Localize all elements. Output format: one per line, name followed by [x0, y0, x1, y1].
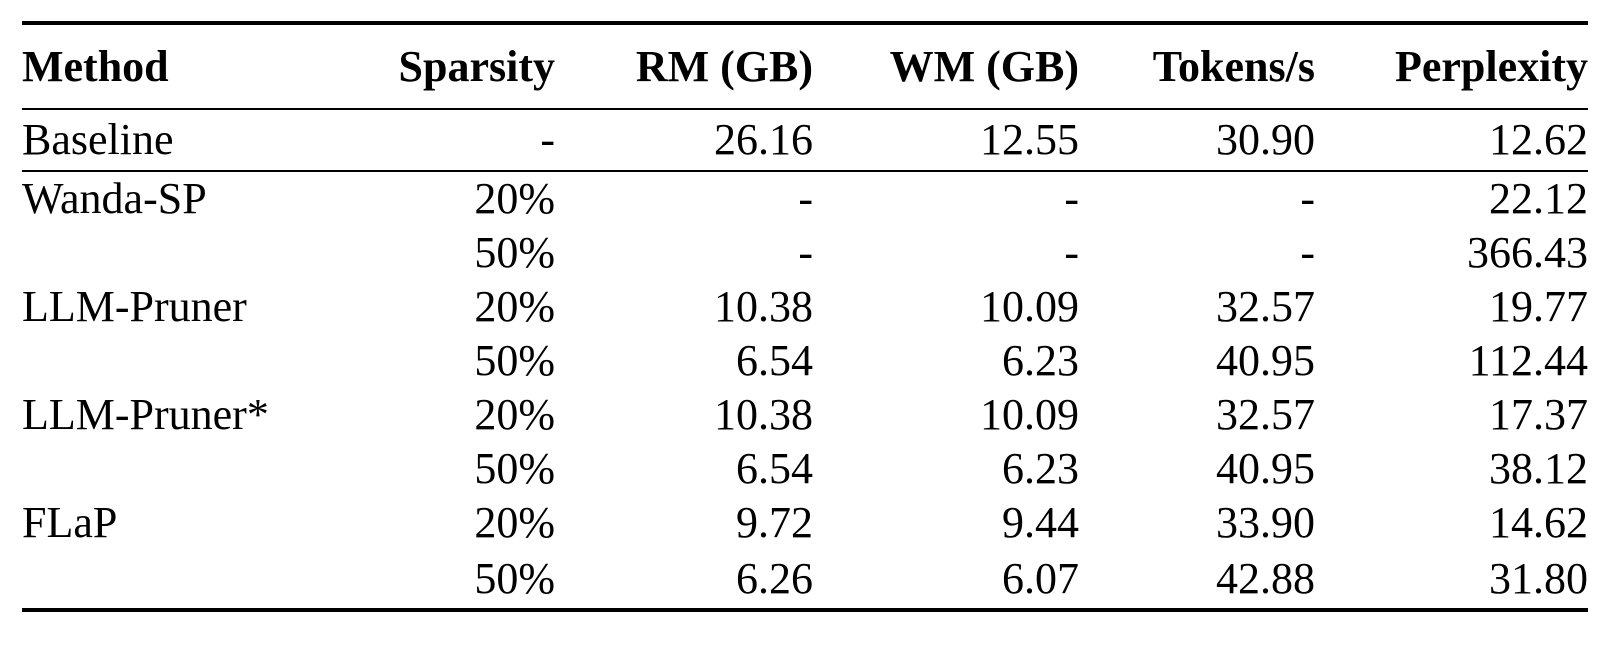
table-row [22, 334, 1588, 388]
cell-perplexity: 31.80 [1489, 554, 1588, 603]
table-row [22, 496, 1588, 550]
cell-sparsity: - [540, 115, 555, 164]
cell-sparsity: 50% [474, 228, 555, 277]
cell-method [22, 334, 344, 388]
cell-method: LLM-Pruner [22, 282, 247, 331]
cell-wm: 10.09 [980, 282, 1079, 331]
cell-wm: 10.09 [980, 390, 1079, 439]
cell-tokens: 42.88 [1216, 554, 1315, 603]
cell-rm: 6.26 [736, 554, 813, 603]
header-rm: RM (GB) [635, 42, 813, 91]
cell-method [22, 442, 344, 496]
header-method: Method [22, 42, 169, 91]
header-wm: WM (GB) [889, 42, 1079, 91]
cell-method: Wanda-SP [22, 174, 207, 223]
table-header-row [22, 23, 1588, 109]
cell-wm: 6.23 [1002, 336, 1079, 385]
cell-perplexity: 22.12 [1489, 174, 1588, 223]
cell-sparsity: 50% [474, 554, 555, 603]
cell-sparsity: 50% [474, 444, 555, 493]
cell-wm: - [1064, 228, 1079, 277]
cell-tokens: 40.95 [1216, 336, 1315, 385]
cell-perplexity: 14.62 [1489, 498, 1588, 547]
cell-rm: - [798, 174, 813, 223]
cell-perplexity: 12.62 [1489, 115, 1588, 164]
cell-wm: 6.23 [1002, 444, 1079, 493]
cell-tokens: 32.57 [1216, 390, 1315, 439]
cell-rm: 10.38 [714, 390, 813, 439]
cell-perplexity: 19.77 [1489, 282, 1588, 331]
header-tokens: Tokens/s [1152, 42, 1315, 91]
table-row [22, 280, 1588, 334]
table-row [22, 442, 1588, 496]
cell-rm: 9.72 [736, 498, 813, 547]
results-table [22, 21, 1588, 612]
cell-method: Baseline [22, 115, 174, 164]
cell-sparsity: 20% [474, 390, 555, 439]
cell-sparsity: 20% [474, 498, 555, 547]
cell-rm: 26.16 [714, 115, 813, 164]
cell-perplexity: 17.37 [1489, 390, 1588, 439]
cell-tokens: 30.90 [1216, 115, 1315, 164]
cell-method: FLaP [22, 498, 118, 547]
cell-perplexity: 38.12 [1489, 444, 1588, 493]
cell-sparsity: 20% [474, 174, 555, 223]
cell-tokens: 33.90 [1216, 498, 1315, 547]
header-perplexity: Perplexity [1394, 42, 1588, 91]
cell-tokens: - [1300, 174, 1315, 223]
cell-tokens: 32.57 [1216, 282, 1315, 331]
cell-rm: 10.38 [714, 282, 813, 331]
cell-tokens: 40.95 [1216, 444, 1315, 493]
cell-sparsity: 20% [474, 282, 555, 331]
table-row [22, 226, 1588, 280]
cell-sparsity: 50% [474, 336, 555, 385]
cell-tokens: - [1300, 228, 1315, 277]
cell-rm: - [798, 228, 813, 277]
cell-rm: 6.54 [736, 444, 813, 493]
cell-method [22, 550, 344, 610]
cell-method [22, 226, 344, 280]
cell-perplexity: 112.44 [1468, 336, 1588, 385]
cell-wm: 6.07 [1002, 554, 1079, 603]
cell-wm: - [1064, 174, 1079, 223]
cell-rm: 6.54 [736, 336, 813, 385]
table-row [22, 550, 1588, 610]
cell-wm: 9.44 [1002, 498, 1079, 547]
table-row [22, 109, 1588, 171]
results-table-container [22, 21, 1588, 612]
table-row [22, 388, 1588, 442]
table-row [22, 171, 1588, 226]
cell-wm: 12.55 [980, 115, 1079, 164]
cell-perplexity: 366.43 [1467, 228, 1588, 277]
header-sparsity: Sparsity [398, 42, 555, 91]
cell-method: LLM-Pruner* [22, 390, 269, 439]
